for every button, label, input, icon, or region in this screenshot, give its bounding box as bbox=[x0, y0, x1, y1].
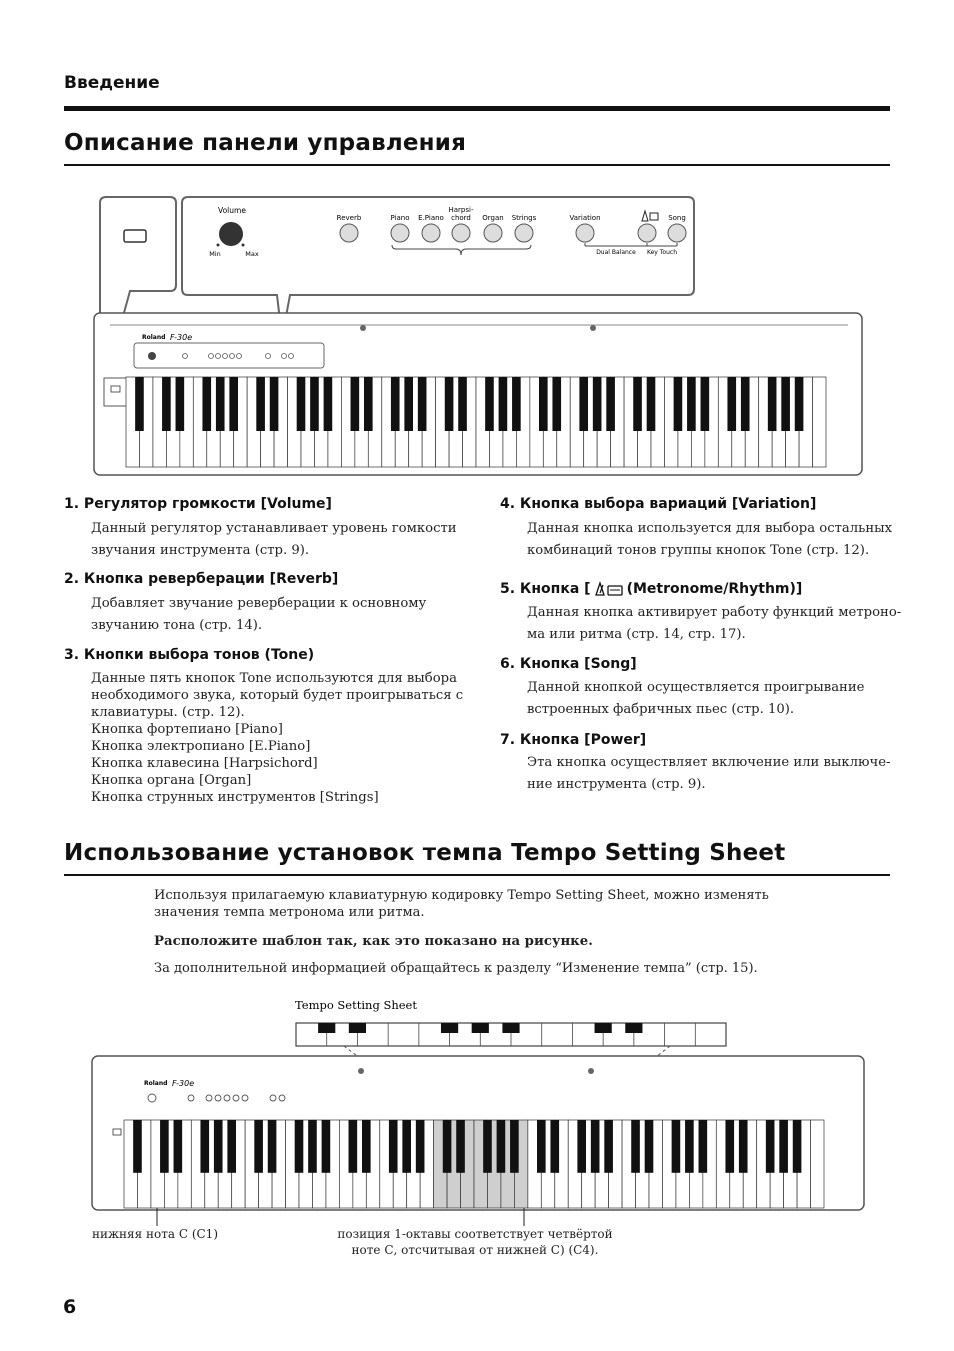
black-key bbox=[768, 377, 777, 431]
black-key bbox=[176, 377, 185, 431]
tempo-intro bbox=[154, 887, 769, 921]
item3-line: Кнопка органа [Organ] bbox=[91, 773, 252, 788]
epiano-label: E.Piano bbox=[418, 214, 444, 222]
black-key bbox=[499, 377, 508, 431]
epiano-button bbox=[422, 224, 440, 242]
black-key bbox=[174, 1120, 183, 1173]
panel-figure bbox=[90, 193, 865, 478]
strings-button bbox=[515, 224, 533, 242]
song-button bbox=[668, 224, 686, 242]
black-key bbox=[135, 377, 144, 431]
caption-c4-line: позиция 1-октавы соответствует четвёртой bbox=[337, 1227, 613, 1241]
black-key bbox=[256, 377, 265, 431]
max-dot bbox=[242, 244, 245, 247]
model-logo: F-30e bbox=[172, 1079, 195, 1088]
black-key bbox=[162, 377, 171, 431]
tempo-reference: За дополнительной информацией обращайтесь к разделу “Изменение темпа” (стр. 15). bbox=[154, 961, 758, 976]
black-key bbox=[591, 1120, 600, 1173]
black-key bbox=[364, 377, 373, 431]
black-key bbox=[443, 1120, 452, 1173]
metronome-button bbox=[638, 224, 656, 242]
mini-power-button bbox=[113, 1129, 121, 1135]
volume-label: Volume bbox=[218, 206, 246, 215]
reverb-label: Reverb bbox=[336, 214, 362, 222]
black-key bbox=[727, 377, 736, 431]
black-key bbox=[351, 377, 360, 431]
item5-line: Данная кнопка активирует работу функций метроно- bbox=[527, 605, 902, 620]
black-key bbox=[687, 377, 696, 431]
screw-left bbox=[358, 1068, 364, 1074]
black-key bbox=[416, 1120, 425, 1173]
sheet-black-key bbox=[472, 1023, 489, 1033]
keyboard bbox=[124, 1120, 824, 1208]
black-key bbox=[577, 1120, 586, 1173]
white-key bbox=[811, 1120, 824, 1208]
dual-balance-label: Dual Balance bbox=[596, 249, 636, 256]
item6-body bbox=[527, 677, 864, 721]
black-key bbox=[674, 377, 683, 431]
item7-line: Эта кнопка осуществляет включение или выключе- bbox=[527, 755, 891, 770]
item2-body bbox=[91, 593, 426, 637]
mini-power-button bbox=[111, 386, 120, 392]
piano-label: Piano bbox=[390, 214, 410, 222]
tempo-intro-line: значения темпа метронома или ритма. bbox=[154, 905, 425, 920]
item3-line: необходимого звука, который будет проигрываться с bbox=[91, 688, 464, 703]
black-key bbox=[160, 1120, 169, 1173]
black-key bbox=[739, 1120, 748, 1173]
sheet-black-key bbox=[595, 1023, 612, 1033]
black-key bbox=[322, 1120, 331, 1173]
item1-line: Данный регулятор устанавливает уровень гомкости bbox=[91, 521, 457, 536]
min-dot bbox=[217, 244, 220, 247]
black-key bbox=[766, 1120, 775, 1173]
black-key bbox=[593, 377, 602, 431]
black-key bbox=[324, 377, 333, 431]
item3-line: Кнопка клавесина [Harpsichord] bbox=[91, 756, 318, 771]
black-key bbox=[458, 377, 467, 431]
screw-left bbox=[360, 325, 366, 331]
sheet-black-key bbox=[502, 1023, 519, 1033]
item6-line: Данной кнопкой осуществляется проигрывание bbox=[527, 680, 865, 695]
black-key bbox=[781, 377, 790, 431]
sheet-black-key bbox=[318, 1023, 335, 1033]
item1-body bbox=[91, 518, 457, 562]
section-title-tempo: Использование установок темпа Tempo Setting Sheet bbox=[64, 840, 786, 866]
key-touch-label: Key Touch bbox=[646, 249, 678, 256]
reverb-button bbox=[340, 224, 358, 242]
caption-c4-line: ноте С, отсчитывая от нижней С) (С4). bbox=[351, 1243, 599, 1257]
black-key bbox=[391, 377, 400, 431]
tempo-instruction: Расположите шаблон так, как это показано на рисунке. bbox=[154, 934, 593, 949]
strings-label: Strings bbox=[511, 214, 537, 222]
screw-right bbox=[590, 325, 596, 331]
black-key bbox=[229, 377, 238, 431]
section-title-rule bbox=[64, 164, 890, 166]
black-key bbox=[741, 377, 750, 431]
black-key bbox=[497, 1120, 506, 1173]
black-key bbox=[418, 377, 427, 431]
black-key bbox=[270, 377, 279, 431]
organ-label: Organ bbox=[482, 214, 504, 222]
sheet-black-key bbox=[349, 1023, 366, 1033]
item7-title: 7. Кнопка [Power] bbox=[500, 732, 647, 748]
black-key bbox=[445, 377, 454, 431]
item6-line: встроенных фабричных пьес (стр. 10). bbox=[527, 702, 795, 717]
max-label: Max bbox=[245, 250, 259, 258]
screw-right bbox=[588, 1068, 594, 1074]
caption-c4 bbox=[330, 1226, 620, 1258]
header-rule bbox=[64, 106, 890, 111]
black-key bbox=[297, 377, 306, 431]
caption-c1: нижняя нота С (C1) bbox=[92, 1227, 218, 1241]
black-key bbox=[456, 1120, 465, 1173]
sheet-label: Tempo Setting Sheet bbox=[295, 998, 417, 1012]
mini-volume bbox=[148, 352, 156, 360]
chord-label: chord bbox=[451, 214, 471, 222]
black-key bbox=[793, 1120, 802, 1173]
item2-line: звучанию тона (стр. 14). bbox=[91, 618, 263, 633]
item3-line: клавиатуры. (стр. 12). bbox=[91, 705, 245, 720]
piano-button bbox=[391, 224, 409, 242]
black-key bbox=[606, 377, 615, 431]
item5-title bbox=[500, 581, 802, 597]
brand-logo: Roland bbox=[142, 334, 166, 341]
black-key bbox=[685, 1120, 694, 1173]
item6-title: 6. Кнопка [Song] bbox=[500, 656, 637, 672]
black-key bbox=[701, 377, 710, 431]
min-label: Min bbox=[209, 250, 221, 258]
black-key bbox=[672, 1120, 681, 1173]
black-key bbox=[539, 377, 548, 431]
item3-line: Данные пять кнопок Tone используются для выбора bbox=[91, 671, 457, 686]
variation-label: Variation bbox=[569, 214, 601, 222]
sheet-black-key bbox=[625, 1023, 642, 1033]
black-key bbox=[402, 1120, 411, 1173]
black-key bbox=[389, 1120, 398, 1173]
tempo-intro-line: Используя прилагаемую клавиатурную кодировку Tempo Setting Sheet, можно изменять bbox=[154, 888, 769, 903]
sheet-black-key bbox=[441, 1023, 458, 1033]
item3-line: Кнопка струнных инструментов [Strings] bbox=[91, 790, 379, 805]
variation-button bbox=[576, 224, 594, 242]
black-key bbox=[485, 377, 494, 431]
black-key bbox=[550, 1120, 559, 1173]
black-key bbox=[404, 377, 413, 431]
black-key bbox=[537, 1120, 546, 1173]
metronome-rhythm-icon bbox=[593, 581, 625, 597]
item3-line: Кнопка электропиано [E.Piano] bbox=[91, 739, 311, 754]
item3-line: Кнопка фортепиано [Piano] bbox=[91, 722, 283, 737]
item2-title: 2. Кнопка реверберации [Reverb] bbox=[64, 571, 339, 587]
item5-title-prefix: 5. Кнопка [ bbox=[500, 581, 591, 597]
white-key bbox=[813, 377, 826, 467]
black-key bbox=[647, 377, 656, 431]
black-key bbox=[227, 1120, 236, 1173]
item7-line: ние инструмента (стр. 9). bbox=[527, 777, 706, 792]
harpsichord-button bbox=[452, 224, 470, 242]
item7-body bbox=[527, 752, 891, 796]
black-key bbox=[699, 1120, 708, 1173]
black-key bbox=[214, 1120, 223, 1173]
item5-body bbox=[527, 602, 901, 646]
black-key bbox=[779, 1120, 788, 1173]
black-key bbox=[552, 377, 561, 431]
item5-title-suffix: (Metronome/Rhythm)] bbox=[626, 581, 803, 597]
black-key bbox=[200, 1120, 209, 1173]
black-key bbox=[362, 1120, 371, 1173]
item4-body bbox=[527, 518, 892, 562]
black-key bbox=[510, 1120, 519, 1173]
black-key bbox=[295, 1120, 304, 1173]
black-key bbox=[483, 1120, 492, 1173]
power-button-detail bbox=[124, 230, 146, 242]
item4-line: комбинаций тонов группы кнопок Tone (стр. 12). bbox=[527, 543, 870, 558]
model-logo: F-30e bbox=[170, 333, 193, 342]
page-number: 6 bbox=[63, 1296, 77, 1318]
black-key bbox=[795, 377, 804, 431]
black-key bbox=[268, 1120, 277, 1173]
black-key bbox=[725, 1120, 734, 1173]
organ-button bbox=[484, 224, 502, 242]
keyboard bbox=[126, 377, 826, 467]
section-title-panel: Описание панели управления bbox=[64, 130, 467, 156]
black-key bbox=[254, 1120, 263, 1173]
item1-title: 1. Регулятор громкости [Volume] bbox=[64, 496, 332, 512]
black-key bbox=[216, 377, 225, 431]
black-key bbox=[633, 377, 642, 431]
black-key bbox=[645, 1120, 654, 1173]
black-key bbox=[604, 1120, 613, 1173]
item5-line: ма или ритма (стр. 14, стр. 17). bbox=[527, 627, 746, 642]
black-key bbox=[308, 1120, 317, 1173]
brand-logo: Roland bbox=[144, 1080, 168, 1087]
section-label: Введение bbox=[64, 73, 160, 93]
black-key bbox=[579, 377, 588, 431]
mini-control-panel bbox=[134, 343, 324, 368]
tempo-figure bbox=[88, 994, 868, 1244]
black-key bbox=[512, 377, 521, 431]
harpsi-label: Harpsi- bbox=[448, 206, 474, 214]
item2-line: Добавляет звучание реверберации к основному bbox=[91, 596, 427, 611]
item3-body bbox=[91, 670, 463, 806]
black-key bbox=[133, 1120, 142, 1173]
black-key bbox=[631, 1120, 640, 1173]
black-key bbox=[310, 377, 319, 431]
item1-line: звучания инструмента (стр. 9). bbox=[91, 543, 310, 558]
black-key bbox=[349, 1120, 358, 1173]
item4-line: Данная кнопка используется для выбора остальных bbox=[527, 521, 893, 536]
item4-title: 4. Кнопка выбора вариаций [Variation] bbox=[500, 496, 817, 512]
song-label: Song bbox=[668, 214, 686, 222]
section-title-rule bbox=[64, 874, 890, 876]
volume-knob bbox=[219, 222, 243, 246]
item3-title: 3. Кнопки выбора тонов (Tone) bbox=[64, 647, 315, 663]
black-key bbox=[202, 377, 211, 431]
